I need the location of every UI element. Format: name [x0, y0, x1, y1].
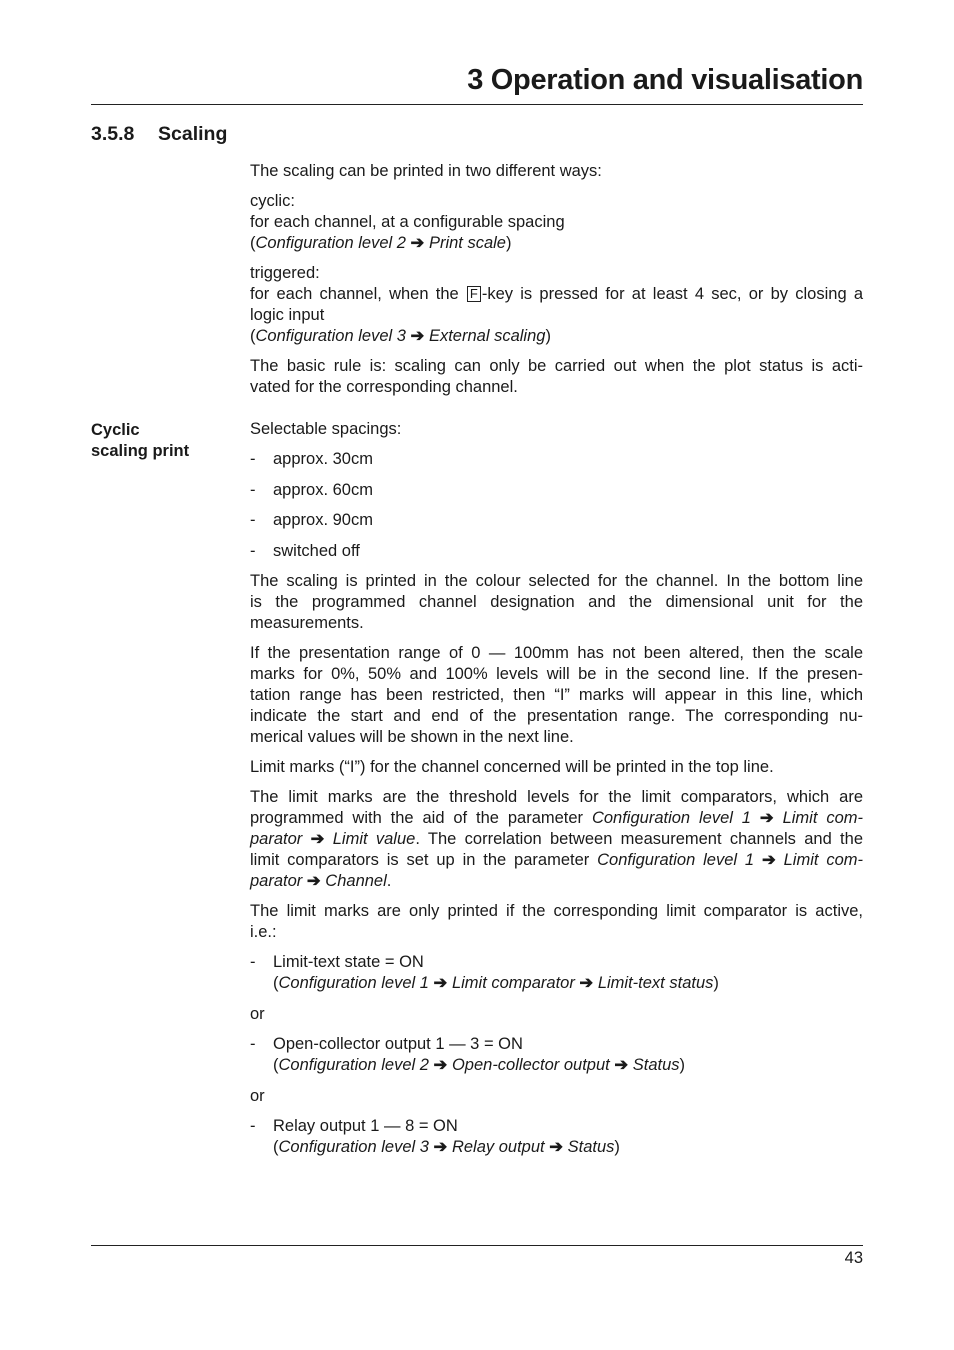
range-paragraph — [250, 643, 863, 748]
path-segment: Limit com- — [783, 851, 863, 869]
condition-path: (Configuration level 3 ➔ Relay output ➔ Status) — [273, 1138, 620, 1156]
path-segment: parator — [250, 872, 303, 890]
path-segment: Configuration level 2 — [255, 234, 406, 252]
path-segment: Configuration level 3 — [278, 1138, 429, 1156]
colour-paragraph — [250, 571, 863, 634]
side-heading — [91, 420, 241, 462]
path-segment: Print scale — [428, 234, 506, 252]
path-segment: Configuration level 1 — [597, 851, 755, 869]
arrow-icon: ➔ — [614, 1056, 629, 1074]
body-column — [250, 0, 863, 1200]
section-heading — [91, 123, 227, 146]
path-segment: Status — [567, 1138, 615, 1156]
side-heading-line: scaling print — [91, 442, 190, 460]
cyclic-block — [250, 191, 863, 254]
list-dash: - — [250, 953, 256, 971]
paragraph-line: The limit marks are only printed if the corresponding limit comparator is active, — [250, 902, 863, 920]
paragraph-line — [250, 850, 863, 871]
paragraph-line: tation range has been restricted, then “I” marks will appear in this line, which — [250, 686, 863, 704]
spacings-intro: Selectable spacings: — [250, 420, 402, 438]
condition-label: Relay output 1 — 8 = ON — [273, 1117, 458, 1135]
condition-text — [273, 1034, 863, 1076]
arrow-icon: ➔ — [410, 234, 425, 252]
section-number: 3.5.8 — [91, 123, 135, 145]
path-segment: Configuration level 2 — [278, 1056, 429, 1074]
triggered-block — [250, 263, 863, 347]
paragraph-line: If the presentation range of 0 — 100mm has not been altered, then the scale — [250, 644, 863, 662]
spacing-option: switched off — [273, 542, 360, 560]
paragraph-line — [250, 808, 863, 829]
arrow-icon: ➔ — [759, 809, 774, 827]
text-run: . — [386, 872, 392, 890]
arrow-icon: ➔ — [433, 974, 448, 992]
spacing-option: approx. 30cm — [273, 450, 373, 468]
list-dash: - — [250, 542, 256, 560]
arrow-icon: ➔ — [433, 1138, 448, 1156]
triggered-text-part: for each channel, when the — [250, 285, 459, 303]
path-segment: parator — [250, 830, 303, 848]
threshold-paragraph — [250, 787, 863, 892]
triggered-text-part: -key is pressed for at least 4 sec, or by closing a — [481, 285, 864, 303]
path-segment: Configuration level 1 — [278, 974, 429, 992]
text-run: . The correlation between measurement channels and the — [415, 830, 863, 848]
triggered-label: triggered: — [250, 264, 320, 282]
footer-rule — [91, 1245, 863, 1246]
paragraph-line: is the programmed channel designation and the dimensional unit for the — [250, 593, 863, 611]
side-heading-line: Cyclic — [91, 421, 140, 439]
text-run: limit comparators is set up in the parameter — [250, 851, 598, 869]
arrow-icon: ➔ — [549, 1138, 564, 1156]
triggered-text — [250, 284, 863, 305]
basic-rule-line: vated for the corresponding channel. — [250, 378, 518, 396]
path-segment: Configuration level 3 — [255, 327, 406, 345]
basic-rule-paragraph — [250, 356, 863, 398]
paragraph-line — [250, 829, 863, 850]
text-run: programmed with the aid of the parameter — [250, 809, 592, 827]
arrow-icon: ➔ — [310, 830, 325, 848]
or-label: or — [250, 1087, 265, 1105]
path-segment: External scaling — [428, 327, 546, 345]
condition-path: (Configuration level 2 ➔ Open-collector output ➔ Status) — [273, 1056, 686, 1074]
section-title: Scaling — [158, 123, 228, 145]
arrow-icon: ➔ — [306, 872, 321, 890]
list-dash: - — [250, 481, 256, 499]
spacing-option: approx. 60cm — [273, 481, 373, 499]
paragraph-line — [250, 871, 863, 892]
condition-path: (Configuration level 1 ➔ Limit comparator ➔ Limit-text status) — [273, 974, 719, 992]
condition-label: Limit-text state = ON — [273, 953, 424, 971]
arrow-icon: ➔ — [761, 851, 776, 869]
paragraph-line: The limit marks are the threshold levels for the limit comparators, which are — [250, 788, 863, 806]
arrow-icon: ➔ — [579, 974, 594, 992]
list-dash: - — [250, 511, 256, 529]
condition-label: Open-collector output 1 — 3 = ON — [273, 1035, 523, 1053]
list-dash: - — [250, 1117, 256, 1135]
triggered-path: (Configuration level 3 ➔ External scaling) — [250, 327, 551, 345]
condition-text — [273, 952, 863, 994]
path-segment: Channel — [325, 872, 387, 890]
paragraph-line: indicate the start and end of the presentation range. The corresponding nu- — [250, 707, 863, 725]
active-paragraph — [250, 901, 863, 943]
arrow-icon: ➔ — [433, 1056, 448, 1074]
chapter-title: 3 Operation and visualisation — [467, 64, 863, 96]
paragraph-line: marks for 0%, 50% and 100% levels will be in the second line. If the presen- — [250, 665, 863, 683]
spacing-option: approx. 90cm — [273, 511, 373, 529]
cyclic-path: (Configuration level 2 ➔ Print scale) — [250, 234, 512, 252]
triggered-text-line2: logic input — [250, 306, 325, 324]
path-segment: Limit value — [332, 830, 416, 848]
paragraph-line: merical values will be shown in the next line. — [250, 728, 574, 746]
path-segment: Relay output — [451, 1138, 545, 1156]
limit-marks-paragraph: Limit marks (“I”) for the channel concerned will be printed in the top line. — [250, 758, 774, 776]
path-segment: Configuration level 1 — [591, 809, 751, 827]
page-number: 43 — [844, 1249, 863, 1267]
intro-paragraph: The scaling can be printed in two different ways: — [250, 162, 602, 180]
f-key-icon: F — [467, 286, 481, 302]
list-dash: - — [250, 450, 256, 468]
path-segment: Limit com- — [782, 809, 863, 827]
condition-text — [273, 1116, 863, 1158]
arrow-icon: ➔ — [410, 327, 425, 345]
or-label: or — [250, 1005, 265, 1023]
paragraph-line: measurements. — [250, 614, 364, 632]
basic-rule-line: The basic rule is: scaling can only be carried out when the plot status is acti- — [250, 357, 863, 375]
path-segment: Status — [632, 1056, 680, 1074]
paragraph-line: The scaling is printed in the colour selected for the channel. In the bottom line — [250, 572, 863, 590]
list-dash: - — [250, 1035, 256, 1053]
cyclic-text: for each channel, at a configurable spacing — [250, 213, 565, 231]
paragraph-line: i.e.: — [250, 923, 277, 941]
path-segment: Limit-text status — [597, 974, 714, 992]
path-segment: Limit comparator — [451, 974, 575, 992]
path-segment: Open-collector output — [451, 1056, 610, 1074]
cyclic-label: cyclic: — [250, 192, 295, 210]
